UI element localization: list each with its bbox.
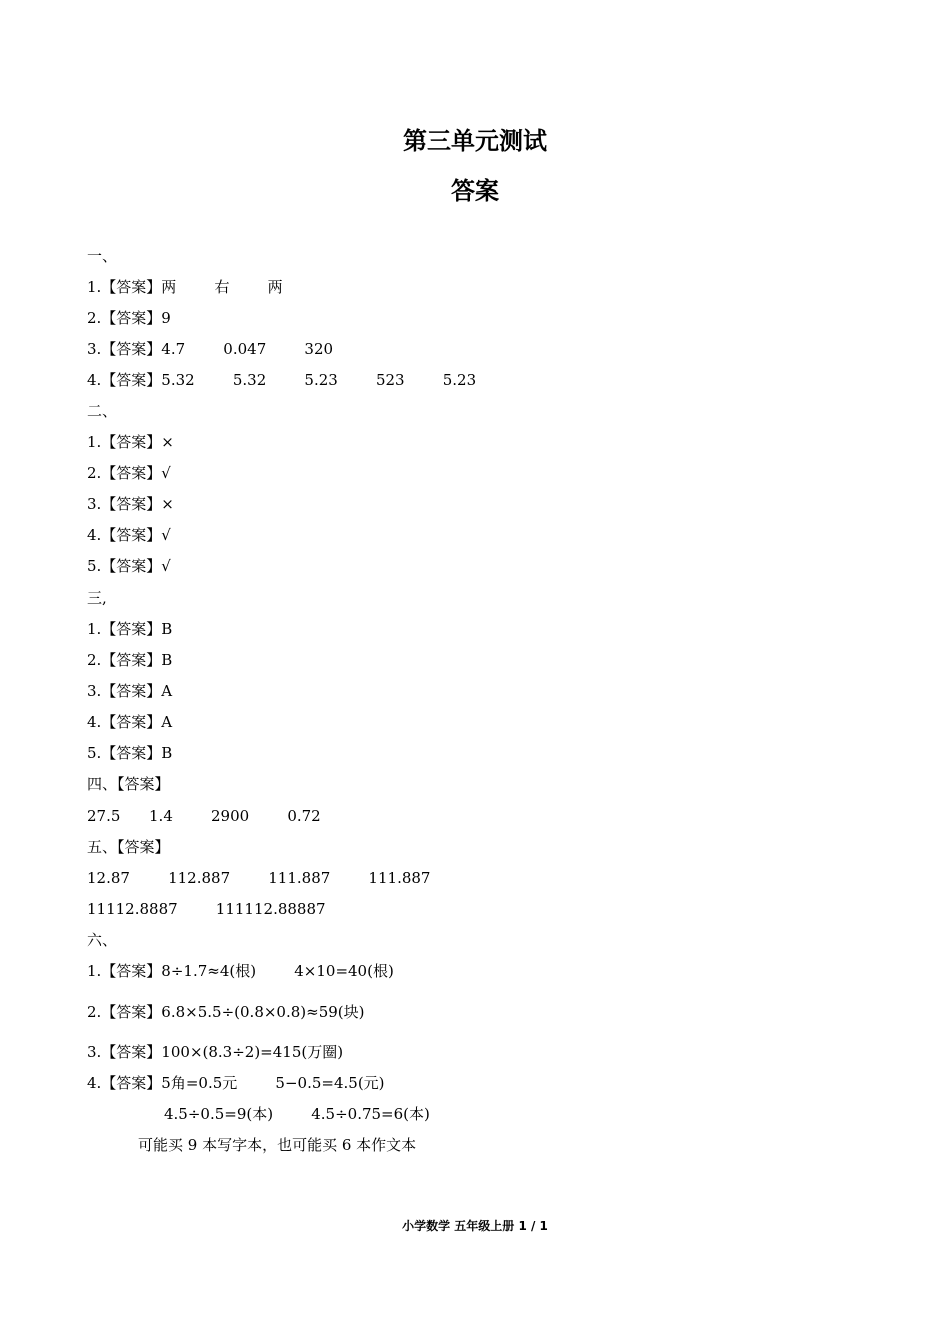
answer-line: 2.【答案】√ [87,464,171,482]
answer-line: 1.【答案】8÷1.7≈4(根) 4×10=40(根) [87,962,394,980]
answer-line: 1.【答案】两 右 两 [87,278,283,296]
section-heading-3: 三, [87,589,107,607]
answer-line: 5.【答案】√ [87,557,171,575]
answer-line: 12.87 112.887 111.887 111.887 [87,869,431,887]
section-heading-2: 二、 [87,402,118,420]
answer-line: 1.【答案】× [87,433,174,451]
answer-line: 3.【答案】4.7 0.047 320 [87,340,334,358]
answer-line: 4.【答案】5角=0.5元 5−0.5=4.5(元) [87,1074,385,1092]
answer-line: 5.【答案】B [87,744,173,762]
section-heading-4: 四、【答案】 [87,775,170,793]
answer-line: 1.【答案】B [87,620,173,638]
answer-line: 4.【答案】√ [87,526,171,544]
answer-line: 4.【答案】5.32 5.32 5.23 523 5.23 [87,371,477,389]
answer-line: 3.【答案】A [87,682,173,700]
answer-line: 2.【答案】9 [87,309,171,327]
section-heading-5: 五、【答案】 [87,838,170,856]
answer-line: 4.5÷0.5=9(本) 4.5÷0.75=6(本) [164,1105,430,1123]
page-title: 第三单元测试 [403,127,547,155]
answer-line: 2.【答案】B [87,651,173,669]
answer-line: 2.【答案】6.8×5.5÷(0.8×0.8)≈59(块) [87,1003,365,1021]
answer-line: 3.【答案】× [87,495,174,513]
answer-line: 27.5 1.4 2900 0.72 [87,807,321,825]
answer-line: 3.【答案】100×(8.3÷2)=415(万圈) [87,1043,344,1061]
answer-line: 4.【答案】A [87,713,173,731]
section-heading-6: 六、 [87,931,118,949]
answer-line: 11112.8887 111112.88887 [87,900,326,918]
page-footer: 小学数学 五年级上册 1 / 1 [402,1219,548,1233]
answer-conclusion: 可能买 9 本写字本，也可能买 6 本作文本 [138,1136,417,1154]
section-heading-1: 一、 [87,247,118,265]
page-subtitle: 答案 [451,177,499,205]
